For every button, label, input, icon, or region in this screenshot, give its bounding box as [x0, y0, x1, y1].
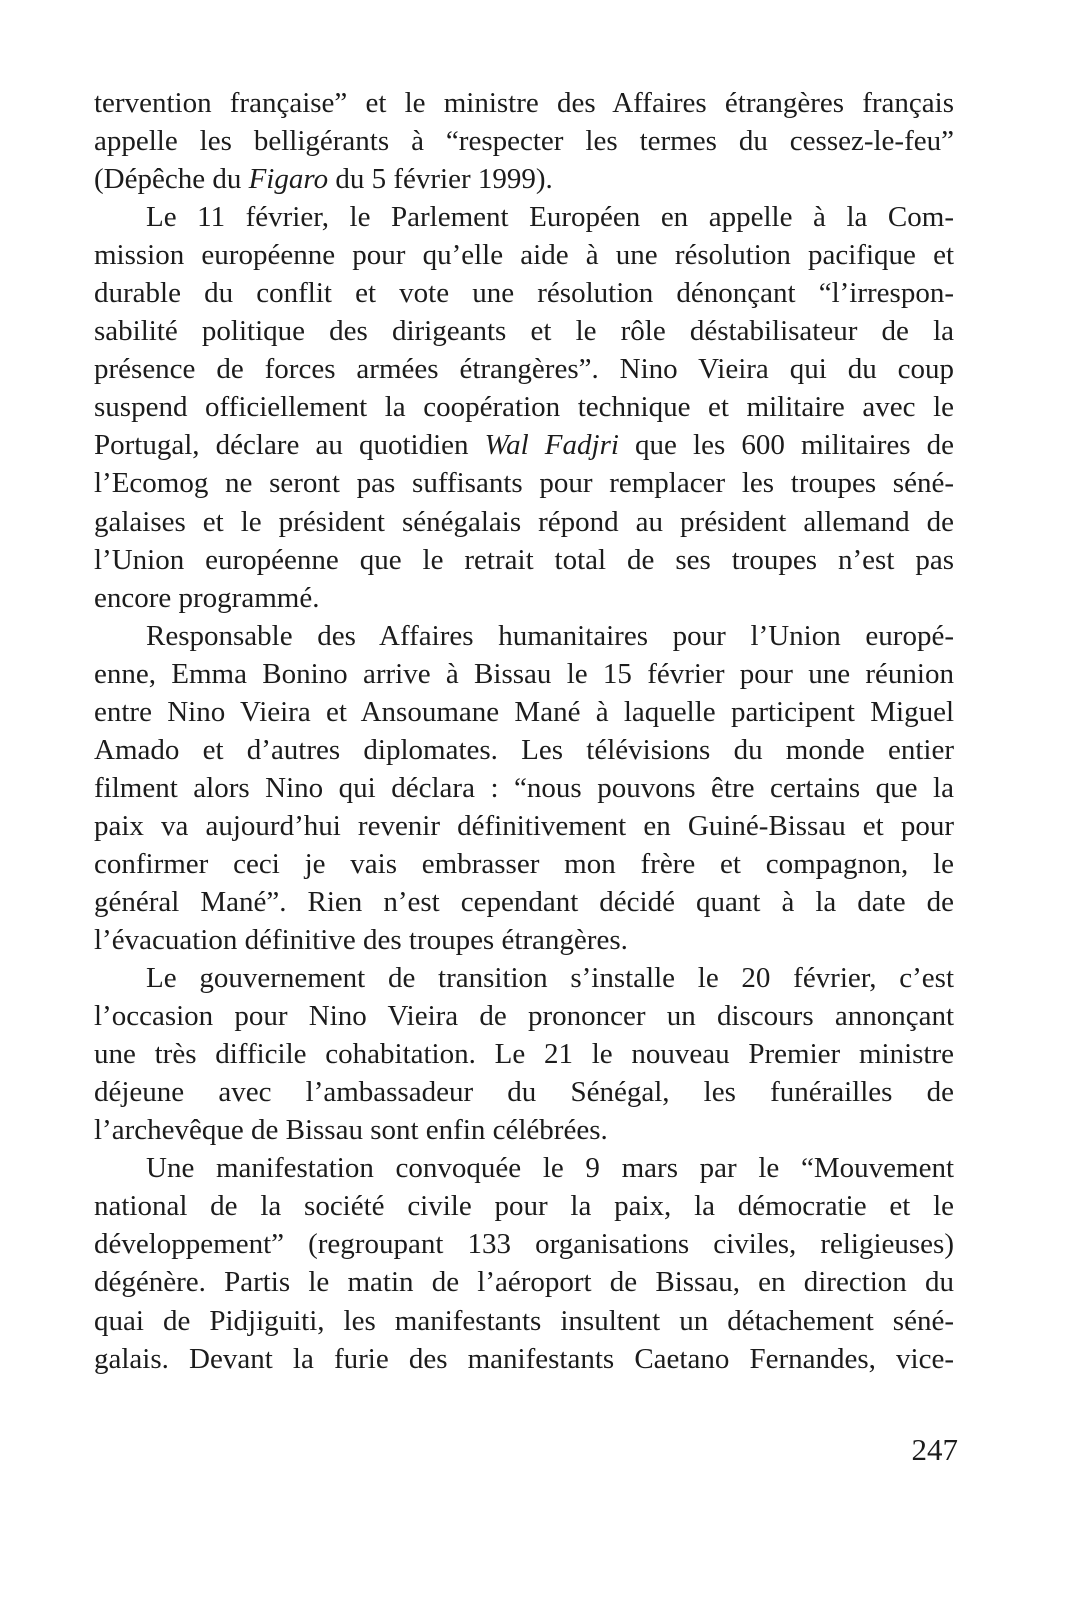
text-line: sabilité politique des dirigeants et le rôle déstabilisateur de la	[94, 315, 954, 348]
text-line: l’occasion pour Nino Vieira de prononcer un discours annonçant	[94, 1000, 954, 1033]
text-line: tervention française” et le ministre des Affaires étrangères français	[94, 87, 954, 119]
text-line: durable du conflit et vote une résolution dénonçant “l’irrespon-	[94, 277, 954, 310]
page-number: 247	[911, 1432, 958, 1467]
text-line: confirmer ceci je vais embrasser mon frère et compagnon, le	[94, 847, 954, 880]
text-line: enne, Emma Bonino arrive à Bissau le 15 février pour une réunion	[94, 657, 954, 690]
text-line: Portugal, déclare au quotidien Wal Fadjri que les 600 militaires de	[94, 429, 955, 462]
text-line: (Dépêche du Figaro du 5 février 1999).	[94, 163, 553, 196]
text-line: mission européenne pour qu’elle aide à une résolution pacifique et	[94, 239, 954, 272]
text-line: Une manifestation convoquée le 9 mars par le “Mouvement	[146, 1152, 954, 1185]
text-line: galais. Devant la furie des manifestants Caetano Fernandes, vice-	[94, 1342, 954, 1375]
text-line: présence de forces armées étrangères”. Nino Vieira qui du coup	[94, 353, 954, 386]
text-line: Le gouvernement de transition s’installe le 20 février, c’est	[146, 962, 954, 995]
text-line: suspend officiellement la coopération technique et militaire avec le	[94, 391, 954, 424]
text-line: l’évacuation définitive des troupes étrangères.	[94, 924, 628, 957]
text-line: Amado et d’autres diplomates. Les télévisions du monde entier	[94, 733, 954, 766]
text-line: dégénère. Partis le matin de l’aéroport de Bissau, en direction du	[94, 1266, 954, 1299]
text-line: national de la société civile pour la paix, la démocratie et le	[94, 1190, 954, 1223]
text-line: Le 11 février, le Parlement Européen en appelle à la Com-	[146, 201, 954, 234]
text-line: développement” (regroupant 133 organisations civiles, religieuses)	[94, 1228, 954, 1261]
text-line: paix va aujourd’hui revenir définitivement en Guiné-Bissau et pour	[94, 809, 954, 842]
text-line: déjeune avec l’ambassadeur du Sénégal, les funérailles de	[94, 1076, 954, 1109]
text-line: Responsable des Affaires humanitaires pour l’Union europé-	[146, 619, 954, 652]
text-line: galaises et le président sénégalais répond au président allemand de	[94, 505, 954, 538]
text-line: entre Nino Vieira et Ansoumane Mané à laquelle participent Miguel	[94, 695, 954, 728]
text-line: quai de Pidjiguiti, les manifestants insultent un détachement séné-	[94, 1304, 954, 1337]
text-line: encore programmé.	[94, 581, 320, 614]
body-text	[94, 84, 954, 1378]
text-line: appelle les belligérants à “respecter les termes du cessez-le-feu”	[94, 125, 954, 158]
text-line: l’Ecomog ne seront pas suffisants pour remplacer les troupes séné-	[94, 467, 954, 500]
text-line: général Mané”. Rien n’est cependant décidé quant à la date de	[94, 885, 954, 918]
text-line: filment alors Nino qui déclara : “nous pouvons être certains que la	[94, 771, 954, 804]
text-line: l’archevêque de Bissau sont enfin célébrées.	[94, 1114, 608, 1147]
text-line: l’Union européenne que le retrait total de ses troupes n’est pas	[94, 543, 954, 576]
text-line: une très difficile cohabitation. Le 21 le nouveau Premier ministre	[94, 1038, 954, 1071]
